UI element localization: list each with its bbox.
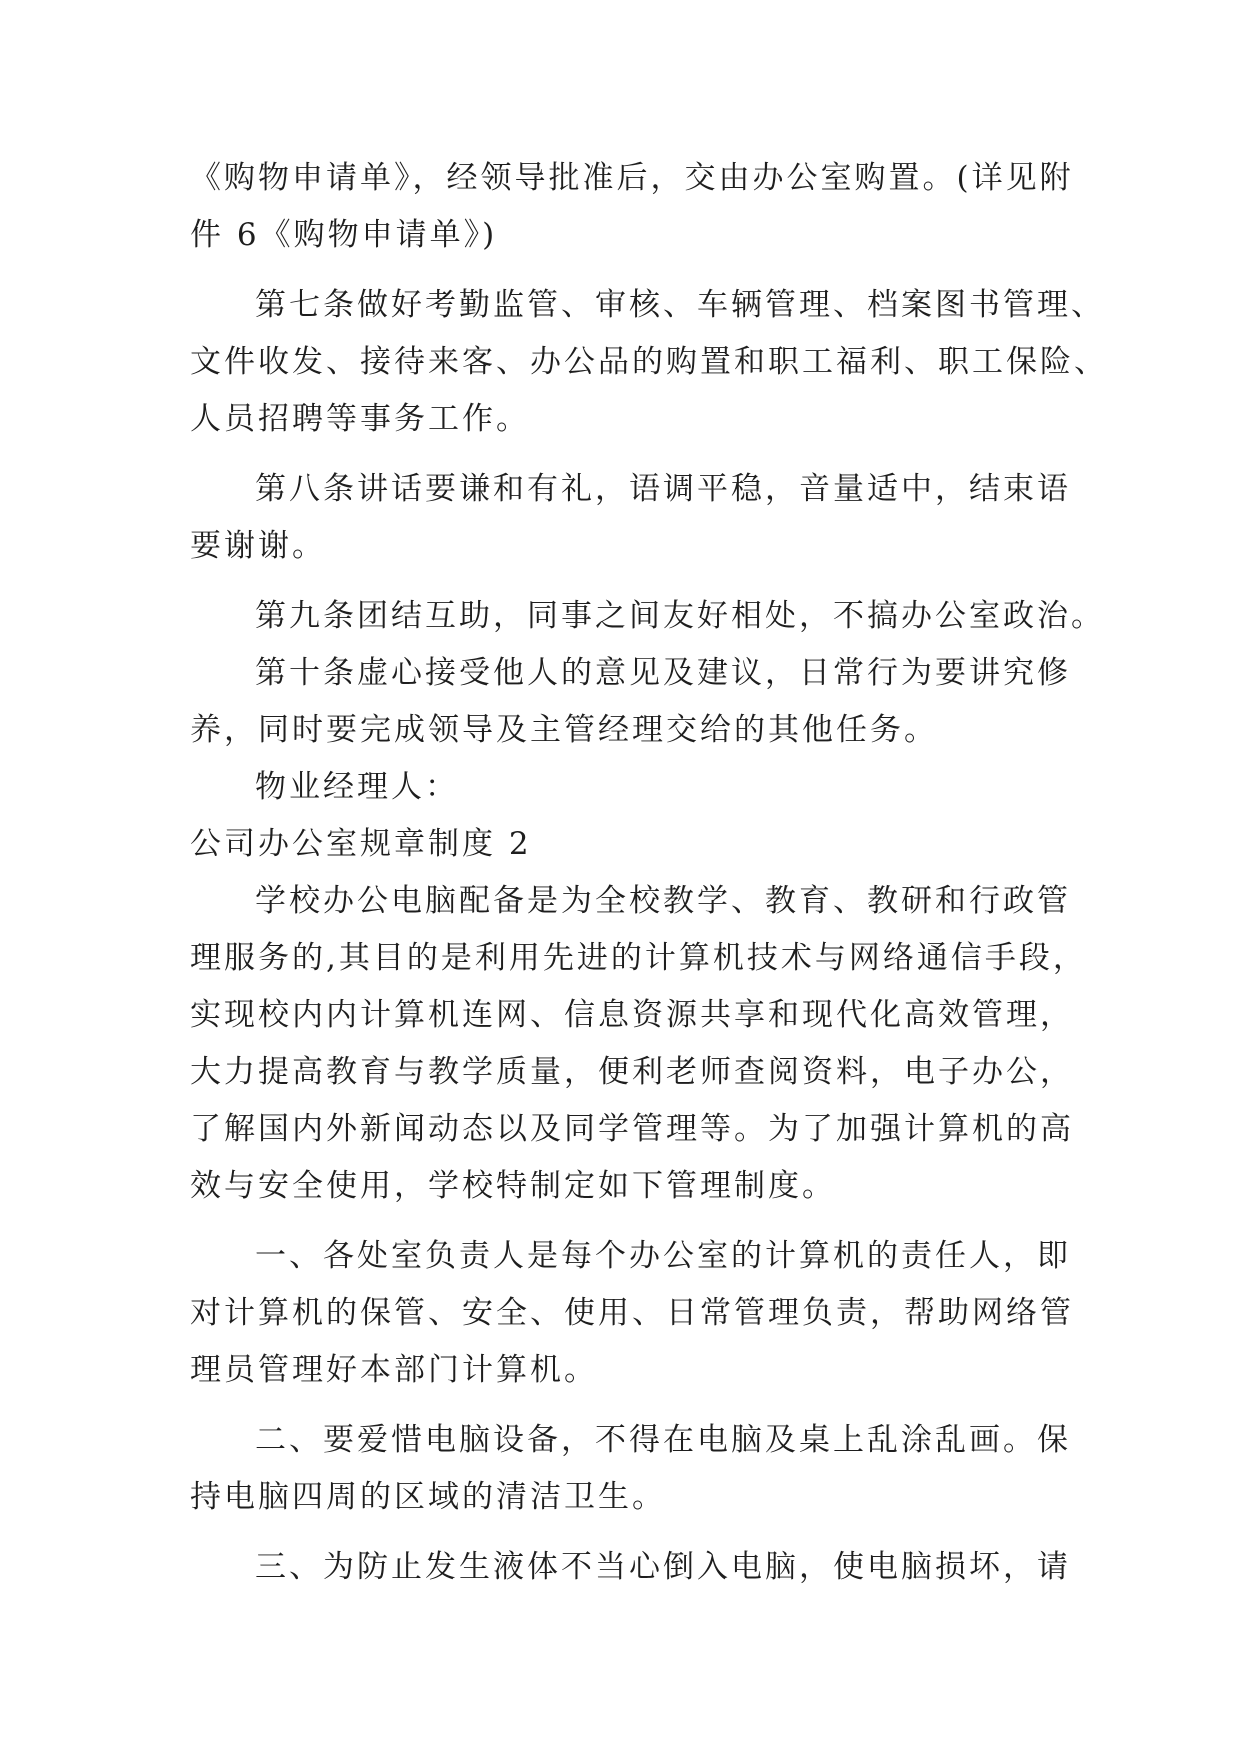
text-line: 理员管理好本部门计算机。 — [190, 1352, 598, 1388]
text-line: 人员招聘等事务工作。 — [190, 401, 530, 437]
text-line: 要谢谢。 — [190, 528, 326, 564]
paragraph-gap — [190, 1215, 1070, 1228]
text-line: 学校办公电脑配备是为全校教学、教育、教研和行政管 — [255, 883, 1071, 919]
text-line: 第十条虚心接受他人的意见及建议，日常行为要讲究修 — [255, 655, 1071, 691]
text-line: 第七条做好考勤监管、审核、车辆管理、档案图书管理、 — [255, 287, 1105, 323]
text-line: 物业经理人： — [255, 769, 459, 805]
text-line: 《购物申请单》，经领导批准后，交由办公室购置。(详见附 — [190, 160, 1074, 196]
text-line: 持电脑四周的区域的清洁卫生。 — [190, 1479, 666, 1515]
text-line: 三、为防止发生液体不当心倒入电脑，使电脑损坏，请 — [255, 1549, 1071, 1585]
text-line: 文件收发、接待来客、办公品的购置和职工福利、职工保险、 — [190, 344, 1108, 380]
text-line: 效与安全使用，学校特制定如下管理制度。 — [190, 1168, 836, 1204]
text-line: 实现校内内计算机连网、信息资源共享和现代化高效管理， — [190, 997, 1074, 1033]
text-line: 对计算机的保管、安全、使用、日常管理负责，帮助网络管 — [190, 1295, 1074, 1331]
paragraph-gap — [190, 1526, 1070, 1539]
paragraph-gap — [190, 448, 1070, 461]
text-line: 二、要爱惜电脑设备，不得在电脑及桌上乱涂乱画。保 — [255, 1422, 1071, 1458]
section-heading: 公司办公室规章制度 2 — [190, 826, 532, 862]
paragraph-gap — [190, 264, 1070, 277]
document-body — [190, 150, 1108, 1596]
paragraph-gap — [190, 575, 1070, 588]
text-line: 理服务的,其目的是利用先进的计算机技术与网络通信手段， — [190, 940, 1087, 976]
text-line: 大力提高教育与教学质量，便利老师查阅资料，电子办公， — [190, 1054, 1074, 1090]
paragraph-gap — [190, 1399, 1070, 1412]
text-line: 养，同时要完成领导及主管经理交给的其他任务。 — [190, 712, 938, 748]
text-line: 了解国内外新闻动态以及同学管理等。为了加强计算机的高 — [190, 1111, 1074, 1147]
text-line: 第八条讲话要谦和有礼，语调平稳，音量适中，结束语 — [255, 471, 1071, 507]
text-line: 件 6《购物申请单》) — [190, 217, 498, 253]
text-line: 一、各处室负责人是每个办公室的计算机的责任人，即 — [255, 1238, 1071, 1274]
text-line: 第九条团结互助，同事之间友好相处，不搞办公室政治。 — [255, 598, 1105, 634]
